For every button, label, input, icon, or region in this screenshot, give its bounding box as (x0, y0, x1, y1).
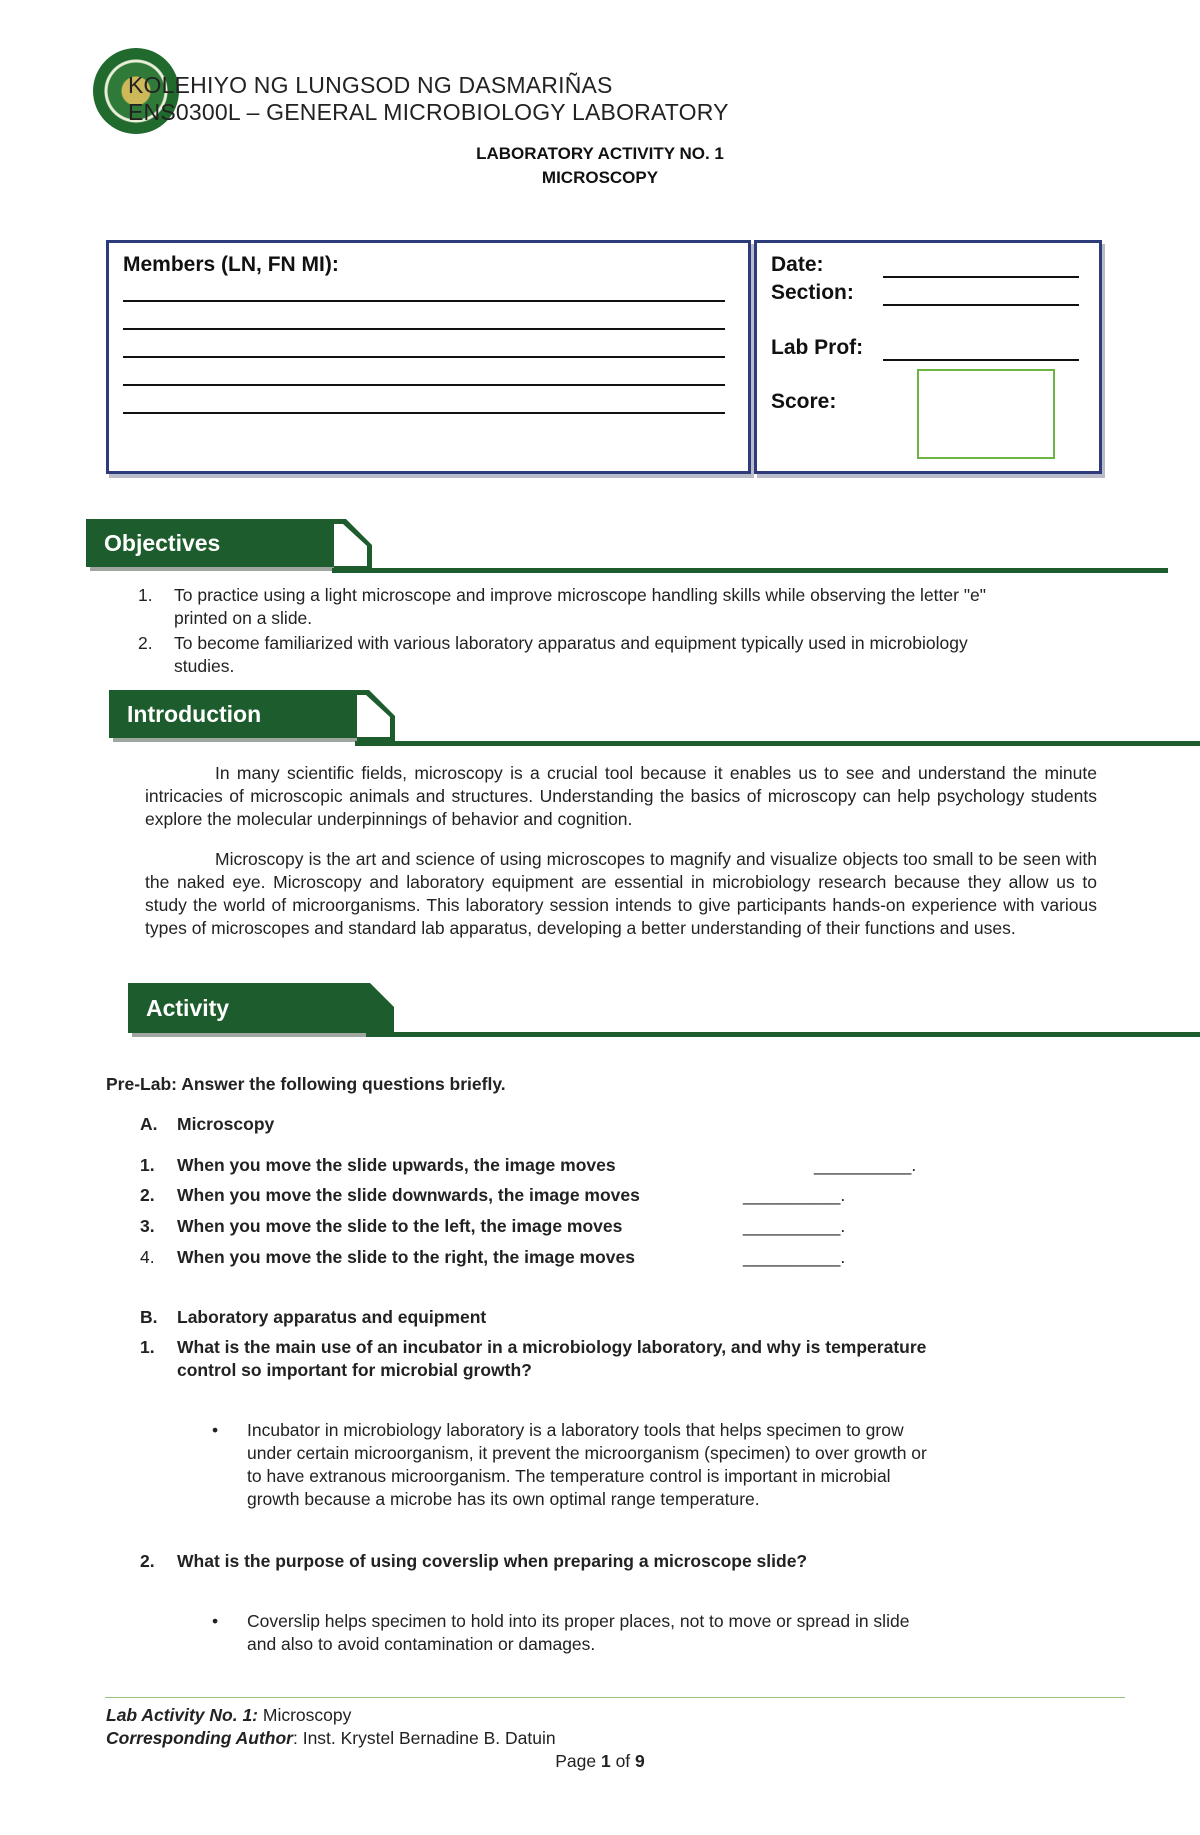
footer-rule (105, 1697, 1125, 1698)
footer-lab-label: Lab Activity No. 1: (106, 1705, 259, 1725)
lab-prof-label: Lab Prof: (771, 336, 864, 359)
question-text: When you move the slide downwards, the image moves (177, 1185, 640, 1205)
bullet-icon: • (212, 1611, 219, 1631)
activity-tab (128, 983, 368, 1033)
score-label: Score: (771, 390, 837, 413)
question-number: 4. (140, 1247, 155, 1267)
question-text: When you move the slide to the left, the image moves (177, 1216, 623, 1236)
page-total: 9 (635, 1751, 645, 1771)
answer-text-line: growth because a microbe has its own optimal range temperature. (247, 1489, 760, 1509)
section-field[interactable] (883, 304, 1079, 306)
footer-author-label: Corresponding Author (106, 1728, 293, 1748)
objective-text-line: printed on a slide. (174, 608, 313, 628)
answer-blank[interactable]: __________. (814, 1155, 917, 1175)
answer-text-line: Coverslip helps specimen to hold into its proper places, not to move or spread in slide (247, 1611, 910, 1631)
answer-text-line: and also to avoid contamination or damages. (247, 1634, 596, 1654)
objectives-heading: Objectives (104, 530, 221, 556)
activity-rule (390, 1032, 1200, 1037)
activity-tab-notch (366, 983, 396, 1037)
question-number: 1. (140, 1155, 155, 1175)
section-b-title: Laboratory apparatus and equipment (177, 1307, 487, 1327)
members-line[interactable] (123, 328, 725, 330)
prelab-instruction: Pre-Lab: Answer the following questions briefly. (106, 1074, 506, 1094)
score-field[interactable] (917, 369, 1055, 459)
page-of: of (610, 1751, 636, 1771)
intro-paragraph-2: Microscopy is the art and science of using microscopes to magnify and visualize objects too small to be seen with the naked eye. Microscopy and laboratory equipment are essential in microbiology research because they allow us to study the world of microorganisms. This laboratory session intends to give participants hands-on experience with various types of microscopes and standard lab apparatus, developing a better understanding of their functions and uses. (145, 849, 1097, 938)
activity-topic-title: MICROSCOPY (541, 168, 659, 187)
introduction-rule (355, 741, 1200, 746)
activity-header (128, 983, 1128, 1043)
date-field[interactable] (883, 276, 1079, 278)
members-label: Members (LN, FN MI): (123, 253, 339, 276)
members-line[interactable] (123, 356, 725, 358)
objectives-header (86, 519, 1086, 579)
objectives-tab (86, 519, 336, 567)
answer-text-line: under certain microorganism, it prevent the microorganism (specimen) to over growth or (247, 1443, 927, 1463)
question-number: 2. (140, 1551, 155, 1571)
page-number (0, 1750, 1200, 1773)
date-label: Date: (771, 253, 824, 276)
question-text: When you move the slide to the right, the image moves (177, 1247, 635, 1267)
page-current: 1 (600, 1751, 611, 1771)
objective-number: 1. (138, 585, 153, 605)
question-text-line: control so important for microbial growth? (177, 1360, 532, 1380)
footer-lab-value: Microscopy (258, 1705, 352, 1725)
lab-prof-field[interactable] (883, 359, 1079, 361)
course-name: ENS0300L – GENERAL MICROBIOLOGY LABORATORY (128, 99, 729, 125)
objective-text-line: studies. (174, 656, 235, 676)
section-a-title: Microscopy (177, 1114, 275, 1134)
question-text: When you move the slide upwards, the image moves (177, 1155, 616, 1175)
answer-blank[interactable]: __________. (743, 1185, 846, 1205)
objectives-tab-notch (334, 519, 374, 571)
objective-text-line: To practice using a light microscope and improve microscope handling skills while observing the letter "e" (174, 585, 986, 605)
members-line[interactable] (123, 412, 725, 414)
members-line[interactable] (123, 384, 725, 386)
footer-lab-activity (106, 1704, 351, 1727)
section-a-letter: A. (140, 1114, 158, 1134)
intro-paragraph-1: In many scientific fields, microscopy is a crucial tool because it enables us to see and understand the minute intricacies of microscopic animals and structures. Understanding the basics of microscopy can help psychology students explore the molecular underpinnings of behavior and cognition. (145, 763, 1097, 829)
introduction-header (109, 690, 1109, 750)
info-box (754, 240, 1102, 474)
introduction-tab (109, 690, 359, 738)
section-b-letter: B. (140, 1307, 158, 1327)
footer-author (106, 1727, 556, 1750)
footer-author-value: : Inst. Krystel Bernadine B. Datuin (292, 1728, 556, 1748)
answer-text-line: to have extranous microorganism. The temperature control is important in microbial (247, 1466, 891, 1486)
bullet-icon: • (212, 1420, 219, 1440)
question-number: 2. (140, 1185, 155, 1205)
school-name: KOLEHIYO NG LUNGSOD NG DASMARIÑAS (128, 72, 613, 98)
answer-blank[interactable]: __________. (743, 1216, 846, 1236)
section-label: Section: (771, 281, 854, 304)
introduction-heading: Introduction (127, 701, 262, 727)
objective-text-line: To become familiarized with various laboratory apparatus and equipment typically used in microbiology (174, 633, 968, 653)
objective-number: 2. (138, 633, 153, 653)
question-number: 1. (140, 1337, 155, 1357)
page-prefix: Page (555, 1751, 601, 1771)
activity-heading: Activity (146, 995, 230, 1021)
introduction-tab-notch (357, 690, 397, 742)
objectives-rule (332, 568, 1168, 573)
answer-text-line: Incubator in microbiology laboratory is a laboratory tools that helps specimen to grow (247, 1420, 904, 1440)
members-line[interactable] (123, 300, 725, 302)
question-text: What is the purpose of using coverslip when preparing a microscope slide? (177, 1551, 808, 1571)
question-text-line: What is the main use of an incubator in a microbiology laboratory, and why is temperature (177, 1337, 927, 1357)
question-number: 3. (140, 1216, 155, 1236)
activity-number-title: LABORATORY ACTIVITY NO. 1 (476, 144, 724, 163)
members-box (106, 240, 751, 474)
answer-blank[interactable]: __________. (743, 1247, 846, 1267)
